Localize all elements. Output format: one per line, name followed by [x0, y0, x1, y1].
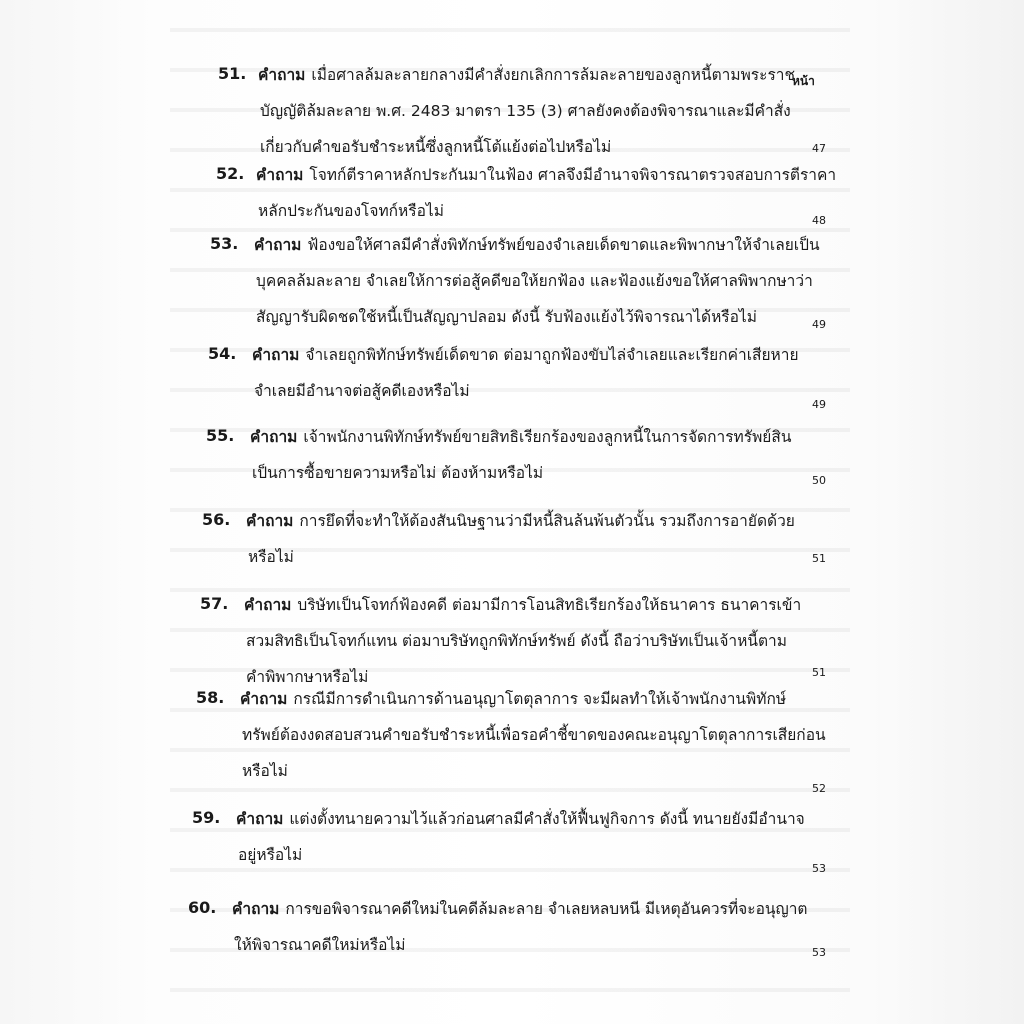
entry-text-line — [244, 592, 801, 617]
page-number: 49 — [812, 398, 826, 411]
line-text: คำพิพากษาหรือไม่ — [246, 668, 369, 686]
line-text: ฟ้องขอให้ศาลมีคำสั่งพิทักษ์ทรัพย์ของจำเลยเด็ดขาดและพิพากษาให้จำเลยเป็น — [307, 236, 820, 254]
page-column-header: หน้า — [792, 74, 815, 88]
line-text: จำเลยถูกพิทักษ์ทรัพย์เด็ดขาด ต่อมาถูกฟ้องขับไล่จำเลยและเรียกค่าเสียหาย — [305, 346, 799, 364]
entry-text-line — [256, 304, 757, 329]
entry-number: 53. — [210, 234, 239, 253]
line-text: เป็นการซื้อขายความหรือไม่ ต้องห้ามหรือไม่ — [252, 464, 544, 482]
page-number: 48 — [812, 214, 826, 227]
line-text: สัญญารับผิดชดใช้หนี้เป็นสัญญาปลอม ดังนี้ รับฟ้องแย้งไว้พิจารณาได้หรือไม่ — [256, 308, 757, 326]
line-text: เมื่อศาลล้มละลายกลางมีคำสั่งยกเลิกการล้มละลายของลูกหนี้ตามพระราช — [311, 66, 796, 84]
entry-text-line — [260, 98, 791, 123]
line-text: บริษัทเป็นโจทก์ฟ้องคดี ต่อมามีการโอนสิทธิเรียกร้องให้ธนาคาร ธนาคารเข้า — [297, 596, 802, 614]
entry-number: 60. — [188, 898, 217, 917]
entry-text-line — [238, 842, 302, 867]
line-text: โจทก์ตีราคาหลักประกันมาในฟ้อง ศาลจึงมีอำนาจพิจารณาตรวจสอบการตีราคา — [309, 166, 837, 184]
entry-number: 54. — [208, 344, 237, 363]
entry-text-line — [258, 62, 795, 87]
line-text: กรณีมีการดำเนินการด้านอนุญาโตตุลาการ จะมีผลทำให้เจ้าพนักงานพิทักษ์ — [293, 690, 787, 708]
line-text: หลักประกันของโจทก์หรือไม่ — [258, 202, 444, 220]
entry-text-line — [234, 932, 406, 957]
entry-number: 57. — [200, 594, 229, 613]
entry-number: 51. — [218, 64, 247, 83]
line-text: สวมสิทธิเป็นโจทก์แทน ต่อมาบริษัทถูกพิทักษ์ทรัพย์ ดังนี้ ถือว่าบริษัทเป็นเจ้าหนี้ตาม — [246, 632, 787, 650]
page-number: 53 — [812, 862, 826, 875]
entry-number: 56. — [202, 510, 231, 529]
question-keyword: คำถาม — [246, 512, 294, 530]
entry-text-line — [252, 460, 543, 485]
entry-text-line — [232, 896, 807, 921]
line-text: ให้พิจารณาคดีใหม่หรือไม่ — [234, 936, 406, 954]
line-text: หรือไม่ — [242, 762, 288, 780]
entry-text-line — [236, 806, 805, 831]
entry-text-line — [260, 134, 611, 159]
entry-text-line — [242, 758, 288, 783]
line-text: จำเลยมีอำนาจต่อสู้คดีเองหรือไม่ — [254, 382, 470, 400]
line-text: อยู่หรือไม่ — [238, 846, 303, 864]
entry-text-line — [246, 628, 787, 653]
question-keyword: คำถาม — [258, 66, 306, 84]
page-number: 53 — [812, 946, 826, 959]
entry-number: 58. — [196, 688, 225, 707]
line-text: เจ้าพนักงานพิทักษ์ทรัพย์ขายสิทธิเรียกร้องของลูกหนี้ในการจัดการทรัพย์สิน — [303, 428, 792, 446]
page-number: 49 — [812, 318, 826, 331]
line-text: การยึดที่จะทำให้ต้องสันนิษฐานว่ามีหนี้สินล้นพ้นตัวนั้น รวมถึงการอายัดด้วย — [299, 512, 795, 530]
entry-number: 59. — [192, 808, 221, 827]
question-keyword: คำถาม — [252, 346, 300, 364]
entry-number: 52. — [216, 164, 245, 183]
line-text: บัญญัติล้มละลาย พ.ศ. 2483 มาตรา 135 (3) ศาลยังคงต้องพิจารณาและมีคำสั่ง — [260, 102, 791, 120]
entry-text-line — [250, 424, 791, 449]
entry-text-line — [256, 162, 836, 187]
page-number: 47 — [812, 142, 826, 155]
question-keyword: คำถาม — [244, 596, 292, 614]
question-keyword: คำถาม — [254, 236, 302, 254]
entry-text-line — [256, 268, 813, 293]
line-text: เกี่ยวกับคำขอรับชำระหนี้ซึ่งลูกหนี้โต้แย้งต่อไปหรือไม่ — [260, 138, 612, 156]
line-text: การขอพิจารณาคดีใหม่ในคดีล้มละลาย จำเลยหลบหนี มีเหตุอันควรที่จะอนุญาต — [285, 900, 808, 918]
entry-text-line — [246, 508, 795, 533]
page-number: 51 — [812, 666, 826, 679]
question-keyword: คำถาม — [232, 900, 280, 918]
line-text: แต่งตั้งทนายความไว้แล้วก่อนศาลมีคำสั่งให้ฟื้นฟูกิจการ ดังนี้ ทนายยังมีอำนาจ — [289, 810, 805, 828]
question-keyword: คำถาม — [256, 166, 304, 184]
entry-text-line — [254, 232, 820, 257]
line-text: หรือไม่ — [248, 548, 294, 566]
line-text: ทรัพย์ต้องงดสอบสวนคำขอรับชำระหนี้เพื่อรอคำชี้ขาดของคณะอนุญาโตตุลาการเสียก่อน — [242, 726, 826, 744]
entry-number: 55. — [206, 426, 235, 445]
page-number: 51 — [812, 552, 826, 565]
entry-text-line — [242, 722, 826, 747]
entry-text-line — [252, 342, 799, 367]
entry-text-line — [254, 378, 470, 403]
question-keyword: คำถาม — [250, 428, 298, 446]
line-text: บุคคลล้มละลาย จำเลยให้การต่อสู้คดีขอให้ยกฟ้อง และฟ้องแย้งขอให้ศาลพิพากษาว่า — [256, 272, 813, 290]
entry-text-line — [248, 544, 294, 569]
question-keyword: คำถาม — [236, 810, 284, 828]
page-number: 50 — [812, 474, 826, 487]
entry-text-line — [240, 686, 786, 711]
page-number: 52 — [812, 782, 826, 795]
entry-text-line — [258, 198, 444, 223]
question-keyword: คำถาม — [240, 690, 288, 708]
